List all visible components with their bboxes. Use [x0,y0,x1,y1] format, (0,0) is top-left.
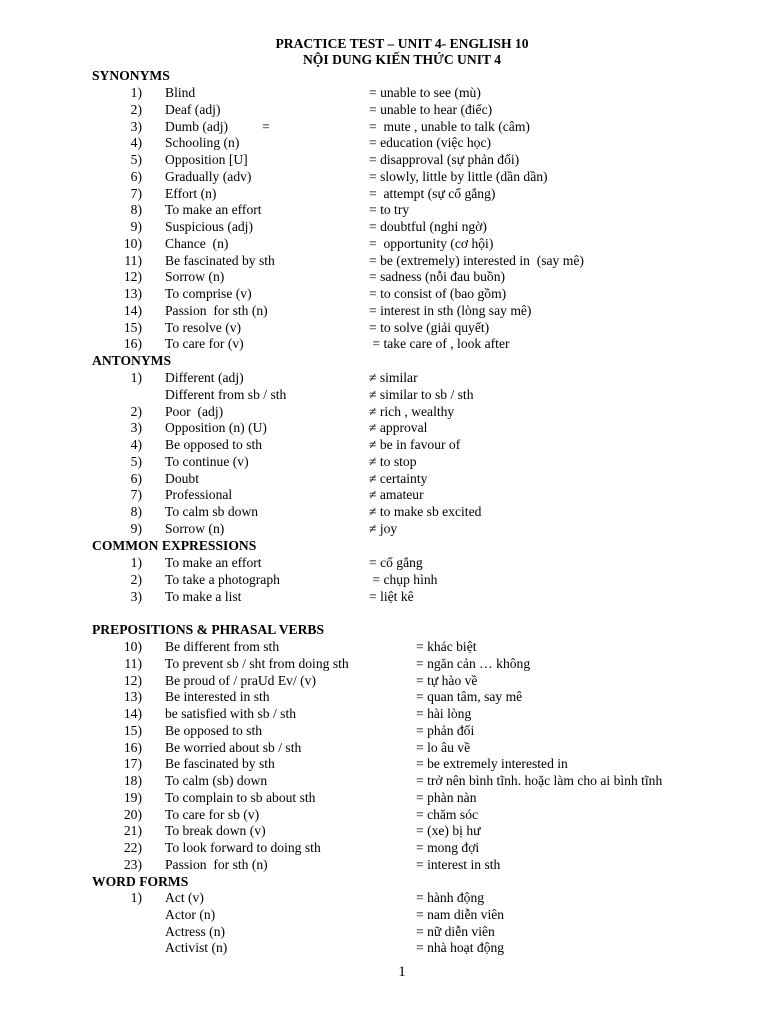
word-forms-heading: WORD FORMS [92,874,189,889]
item-number: 4) [130,135,142,151]
item-number: 15) [123,319,142,335]
item-term: Sorrow (n) [165,520,225,536]
item-term: Dumb (adj) = [165,118,270,134]
item-number: 12) [123,672,142,688]
item-term: Suspicious (adj) [165,219,253,234]
item-term: Be opposed to sth [165,722,263,738]
item-definition: ≠ to make sb excited [369,504,482,519]
item-number: 16) [123,336,142,352]
item-definition: ≠ be in favour of [369,437,461,452]
item-term: Schooling (n) [165,135,240,151]
item-number: 13) [123,689,142,705]
list-item [0,85,768,102]
item-number: 8) [130,504,142,519]
list-item [0,740,768,757]
item-term: Actor (n) [165,906,216,922]
item-definition: ≠ to stop [369,453,417,469]
item-definition: = be (extremely) interested in (say mê) [369,252,584,268]
item-definition: ≠ joy [369,520,398,536]
list-item [0,773,768,790]
list-item [0,253,768,270]
item-number: 3) [130,420,142,436]
item-term: Be proud of / praUd Ev/ (v) [165,672,317,688]
list-item [0,454,768,471]
item-number: 14) [123,302,142,318]
item-term: To break down (v) [165,823,266,839]
item-number: 3) [130,118,142,134]
item-definition: = attempt (sự cố gắng) [369,185,496,201]
item-definition: ≠ similar to sb / sth [369,386,474,402]
item-definition: = interest in sth (lòng say mê) [369,302,532,318]
item-definition: = doubtful (nghi ngờ) [369,219,487,234]
item-term: To comprise (v) [165,286,252,301]
page-number: 1 [398,964,406,980]
item-number: 15) [123,722,142,738]
list-item [0,437,768,454]
item-term: Act (v) [165,890,204,905]
list-item [0,320,768,337]
item-number: 5) [130,453,142,469]
item-number: 22) [123,840,142,855]
item-term: Gradually (adv) [165,168,252,184]
item-term: Be worried about sb / sth [165,739,302,755]
list-item [0,487,768,504]
item-term: Professional [165,487,233,503]
item-number: 1) [130,890,142,905]
item-term: To complain to sb about sth [165,789,316,805]
item-definition: ≠ certainty [369,470,428,486]
item-definition: = to consist of (bao gồm) [369,286,507,301]
item-term: Be fascinated by sth [165,756,275,772]
item-definition: = sadness (nỗi đau buồn) [369,269,506,285]
item-term: Passion for sth (n) [165,856,268,872]
item-term: To calm (sb) down [165,773,268,788]
item-number: 19) [123,789,142,805]
item-term: To care for (v) [165,336,244,352]
item-number: 7) [130,185,142,201]
list-item [0,907,768,924]
list-item [0,236,768,253]
item-definition: = nhà hoạt động [416,940,505,956]
item-term: Sorrow (n) [165,269,225,285]
list-item [0,572,768,589]
document-subtitle: NỘI DUNG KIẾN THỨC UNIT 4 [302,52,502,67]
item-term: Be fascinated by sth [165,252,275,268]
list-item [0,723,768,740]
item-definition: = to try [369,202,410,218]
item-term: Actress (n) [165,923,226,939]
item-definition: = education (việc học) [369,135,492,151]
list-item [0,673,768,690]
list-item [0,169,768,186]
list-item [0,890,768,907]
item-number: 9) [130,520,142,536]
item-definition: = interest in sth [416,856,501,872]
list-item [0,370,768,387]
item-number: 16) [123,739,142,755]
item-term: Passion for sth (n) [165,302,268,318]
item-number: 5) [130,152,142,167]
item-definition: = khác biệt [416,639,477,654]
item-term: Deaf (adj) [165,101,221,117]
list-item [0,303,768,320]
item-definition: = unable to hear (điếc) [369,101,493,117]
item-term: To make a list [165,588,242,604]
list-item [0,336,768,353]
item-number: 1) [130,85,142,100]
item-number: 6) [130,470,142,486]
item-term: Activist (n) [165,940,228,956]
item-definition: = phản đối [416,722,475,738]
list-item [0,689,768,706]
list-item [0,521,768,538]
item-definition: = trở nên bình tĩnh. hoặc làm cho ai bình tĩnh [416,773,663,788]
item-term: To make an effort [165,202,262,218]
item-term: Effort (n) [165,185,217,201]
item-definition: = phàn nàn [416,789,477,805]
item-term: Different (adj) [165,370,244,385]
common-expressions-heading: COMMON EXPRESSIONS [92,538,257,553]
item-term: To take a photograph [165,571,280,587]
item-definition: = ngăn cản … không [416,655,531,671]
item-number: 4) [130,437,142,452]
item-number: 1) [130,555,142,570]
list-item [0,656,768,673]
item-number: 13) [123,286,142,301]
item-number: 2) [130,403,142,419]
list-item [0,186,768,203]
list-item [0,924,768,941]
item-definition: = liệt kê [369,588,414,604]
list-item [0,790,768,807]
item-term: Poor (adj) [165,403,224,419]
list-item [0,387,768,404]
item-number: 3) [130,588,142,604]
item-term: To resolve (v) [165,319,242,335]
list-item [0,152,768,169]
list-item [0,471,768,488]
item-number: 8) [130,202,142,218]
item-number: 23) [123,856,142,872]
item-number: 1) [130,370,142,385]
item-definition: ≠ similar [369,370,418,385]
item-term: To make an effort [165,555,262,570]
list-item [0,119,768,136]
item-term: be satisfied with sb / sth [165,706,297,721]
list-item [0,940,768,957]
list-item [0,504,768,521]
item-definition: = lo âu về [416,739,471,755]
item-term: Doubt [165,470,199,486]
item-number: 12) [123,269,142,285]
list-item [0,756,768,773]
item-definition: = chăm sóc [416,806,479,822]
item-definition: = cố gắng [369,555,423,570]
item-number: 7) [130,487,142,503]
item-definition: = to solve (giải quyết) [369,319,490,335]
item-definition: = (xe) bị hư [416,823,481,839]
item-definition: = take care of , look after [369,336,510,352]
item-definition: = chụp hình [369,571,438,587]
item-definition: = disapproval (sự phản đối) [369,152,520,167]
list-item [0,857,768,874]
list-item [0,807,768,824]
list-item [0,102,768,119]
item-term: Be opposed to sth [165,437,263,452]
item-definition: = tự hào về [416,672,478,688]
list-item [0,555,768,572]
item-number: 20) [123,806,142,822]
item-number: 21) [123,823,142,839]
list-item [0,269,768,286]
item-definition: = nữ diễn viên [416,923,495,939]
item-term: To look forward to doing sth [165,840,321,855]
synonyms-heading: SYNONYMS [92,68,170,83]
item-number: 11) [124,252,142,268]
item-definition: = nam diễn viên [416,906,505,922]
item-definition: ≠ rich , wealthy [369,403,455,419]
list-item [0,840,768,857]
item-term: Opposition [U] [165,152,248,167]
list-item [0,135,768,152]
item-definition: ≠ amateur [369,487,424,503]
item-term: To prevent sb / sht from doing sth [165,655,349,671]
list-item [0,404,768,421]
item-definition: = hài lòng [416,706,472,721]
item-term: Opposition (n) (U) [165,420,267,436]
document-title: PRACTICE TEST – UNIT 4- ENGLISH 10 [275,36,529,51]
item-definition: = be extremely interested in [416,756,568,772]
item-definition: = slowly, little by little (dần dần) [369,168,548,184]
item-term: Be interested in sth [165,689,270,705]
item-term: To care for sb (v) [165,806,260,822]
list-item [0,286,768,303]
item-number: 10) [123,235,142,251]
item-definition: = unable to see (mù) [369,85,481,100]
item-definition: = hành động [416,890,485,905]
antonyms-heading: ANTONYMS [92,353,172,368]
item-definition: = opportunity (cơ hội) [369,235,494,251]
list-item [0,823,768,840]
list-item [0,202,768,219]
item-term: Be different from sth [165,639,280,654]
item-term: Blind [165,85,196,100]
list-item [0,420,768,437]
item-number: 10) [123,639,142,654]
item-number: 14) [123,706,142,721]
item-definition: = mong đợi [416,840,480,855]
item-number: 17) [123,756,142,772]
item-term: Chance (n) [165,235,229,251]
item-definition: ≠ approval [369,420,428,436]
item-number: 6) [130,168,142,184]
item-definition: = quan tâm, say mê [416,689,523,705]
item-number: 11) [124,655,142,671]
list-item [0,589,768,606]
item-number: 9) [130,219,142,234]
item-number: 18) [123,773,142,788]
prepositions-heading: PREPOSITIONS & PHRASAL VERBS [92,622,325,637]
item-term: To continue (v) [165,453,249,469]
item-term: To calm sb down [165,504,259,519]
item-definition: = mute , unable to talk (câm) [369,118,530,134]
list-item [0,219,768,236]
item-number: 2) [130,571,142,587]
item-term: Different from sb / sth [165,386,287,402]
list-item [0,639,768,656]
list-item [0,706,768,723]
item-number: 2) [130,101,142,117]
